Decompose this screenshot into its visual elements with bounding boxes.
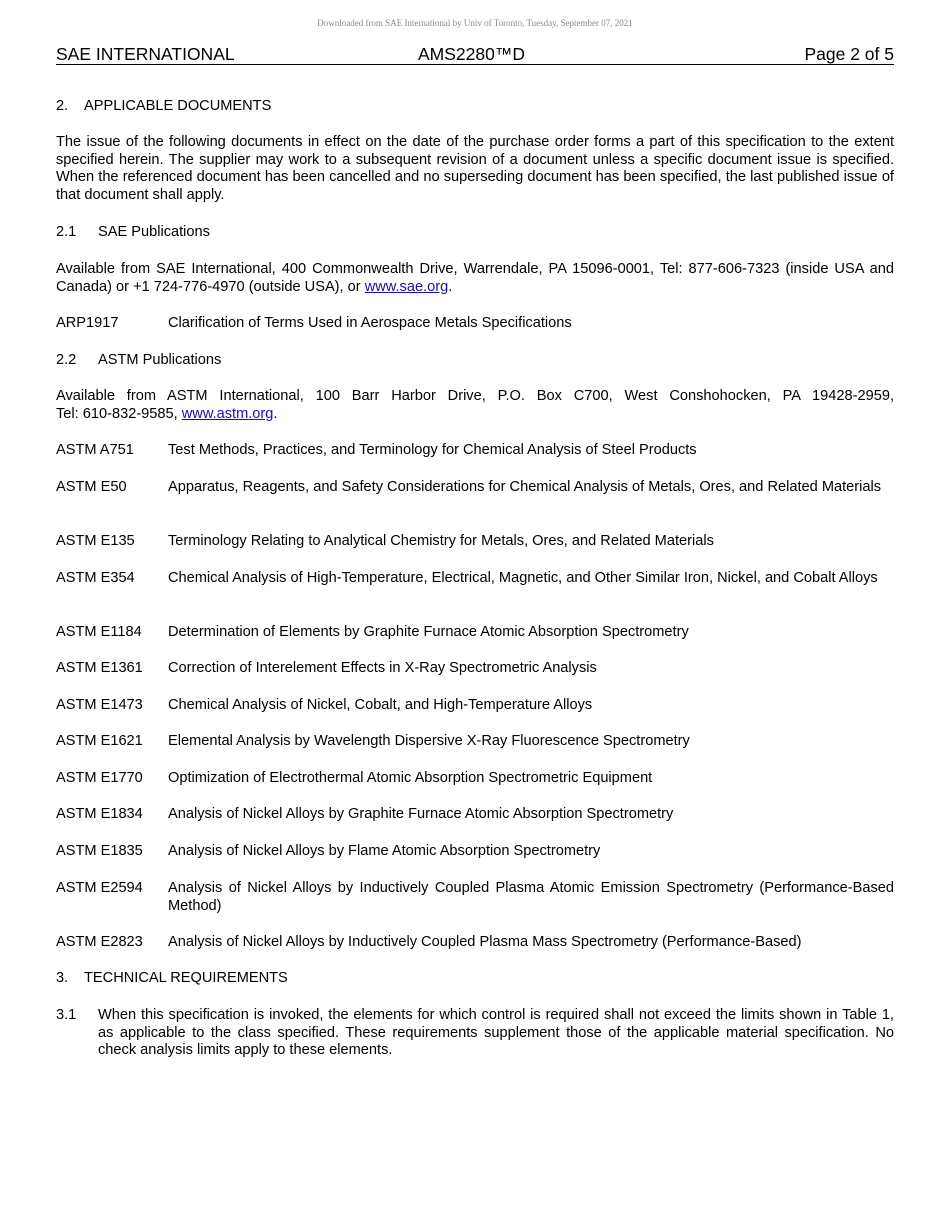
section-title: APPLICABLE DOCUMENTS <box>84 98 272 114</box>
ref-entry <box>56 315 894 333</box>
ref-entry <box>56 806 894 824</box>
section-number: 2. <box>56 98 69 114</box>
ref-entry <box>56 570 894 588</box>
ref-title: Clarification of Terms Used in Aerospace Metals Specifications <box>168 315 572 331</box>
ref-code: ASTM E1770 <box>56 770 143 786</box>
sae-website-link[interactable]: www.sae.org <box>364 278 449 295</box>
ref-code: ASTM E1834 <box>56 806 143 822</box>
ref-title: Analysis of Nickel Alloys by Inductively Coupled Plasma Atomic Emission Spectrometry (Performance-Based Method) <box>168 880 894 914</box>
ref-entry <box>56 660 894 678</box>
ref-entry <box>56 770 894 788</box>
section-2-2-heading <box>56 352 221 370</box>
header-org: SAE INTERNATIONAL <box>56 44 235 64</box>
ref-title: Determination of Elements by Graphite Furnace Atomic Absorption Spectrometry <box>168 624 689 640</box>
ref-code: ASTM E135 <box>56 533 135 549</box>
ref-title: Analysis of Nickel Alloys by Flame Atomic Absorption Spectrometry <box>168 843 601 859</box>
astm-availability-line1: Available from ASTM International, 100 Barr Harbor Drive, P.O. Box C700, West Conshohocken, PA 19428-2959, <box>56 388 894 404</box>
ref-title: Chemical Analysis of High-Temperature, Electrical, Magnetic, and Other Similar Iron, Nickel, and Cobalt Alloys <box>168 570 878 586</box>
ref-entry <box>56 733 894 751</box>
ref-code: ASTM E354 <box>56 570 135 586</box>
sae-availability-text: Available from SAE International, 400 Commonwealth Drive, Warrendale, PA 15096-0001, Tel: 877-606-7323 (inside USA and Canada) or +1 724-776-4970 (outside USA), or <box>56 261 894 295</box>
ref-entry <box>56 479 894 497</box>
ref-title: Chemical Analysis of Nickel, Cobalt, and High-Temperature Alloys <box>168 697 593 713</box>
header-page-number: Page 2 of 5 <box>804 44 894 64</box>
ref-entry <box>56 624 894 642</box>
section-3-heading <box>56 970 288 988</box>
section-2-1-heading <box>56 224 210 242</box>
ref-code: ARP1917 <box>56 315 119 331</box>
section-title: ASTM Publications <box>98 352 222 368</box>
section-2-heading <box>56 98 271 116</box>
ref-code: ASTM E1473 <box>56 697 143 713</box>
section-3-1-text: When this specification is invoked, the elements for which control is required shall not exceed the limits shown in Table 1, as applicable to the class specified. These requirements supplement those of the applicable material specification. No check analysis limits apply to these elements. <box>98 1007 894 1058</box>
section-number: 3. <box>56 970 69 986</box>
ref-entry <box>56 442 894 460</box>
ref-code: ASTM E2823 <box>56 934 143 950</box>
ref-title: Apparatus, Reagents, and Safety Considerations for Chemical Analysis of Metals, Ores, and Related Materials <box>168 479 882 495</box>
ref-entry <box>56 843 894 861</box>
ref-title: Optimization of Electrothermal Atomic Absorption Spectrometric Equipment <box>168 770 653 786</box>
astm-availability-line2 <box>56 406 894 424</box>
ref-entry <box>56 697 894 715</box>
astm-availability-text: Tel: 610-832-9585, <box>56 406 182 422</box>
astm-availability-end: . <box>273 406 278 422</box>
section-number: 2.2 <box>56 352 77 368</box>
sae-availability <box>56 261 894 296</box>
ref-entry <box>56 934 894 952</box>
sae-availability-end: . <box>448 278 453 295</box>
ref-code: ASTM E1361 <box>56 660 143 676</box>
header-doc-id: AMS2280™D <box>418 44 525 64</box>
ref-title: Analysis of Nickel Alloys by Graphite Furnace Atomic Absorption Spectrometry <box>168 806 674 822</box>
ref-title: Terminology Relating to Analytical Chemistry for Metals, Ores, and Related Materials <box>168 533 714 549</box>
ref-entry <box>56 533 894 551</box>
ref-title: Analysis of Nickel Alloys by Inductively Coupled Plasma Mass Spectrometry (Performance-Based) <box>168 934 802 950</box>
ref-entry <box>56 880 894 915</box>
ref-code: ASTM A751 <box>56 442 134 458</box>
section-3-1 <box>56 1007 894 1060</box>
section-number: 2.1 <box>56 224 77 240</box>
ref-code: ASTM E1184 <box>56 624 142 640</box>
ref-code: ASTM E1621 <box>56 733 143 749</box>
section-title: SAE Publications <box>98 224 210 240</box>
section-2-intro: The issue of the following documents in effect on the date of the purchase order forms a part of this specification to the extent specified herein. The supplier may work to a subsequent revision of a document unless a specific document issue is specified. When the referenced document has been cancelled and no superseding document has been specified, the last published issue of that document shall apply. <box>56 134 894 203</box>
section-title: TECHNICAL REQUIREMENTS <box>84 970 288 986</box>
astm-website-link[interactable]: www.astm.org <box>181 406 274 422</box>
ref-code: ASTM E2594 <box>56 880 143 896</box>
ref-title: Elemental Analysis by Wavelength Dispersive X-Ray Fluorescence Spectrometry <box>168 733 690 749</box>
download-watermark: Downloaded from SAE International by Univ of Toronto, Tuesday, September 07, 2021 <box>317 18 633 28</box>
ref-code: ASTM E50 <box>56 479 127 495</box>
ref-code: ASTM E1835 <box>56 843 143 859</box>
ref-title: Test Methods, Practices, and Terminology for Chemical Analysis of Steel Products <box>168 442 697 458</box>
page-header <box>56 44 894 65</box>
section-number: 3.1 <box>56 1007 77 1023</box>
ref-title: Correction of Interelement Effects in X-Ray Spectrometric Analysis <box>168 660 597 676</box>
